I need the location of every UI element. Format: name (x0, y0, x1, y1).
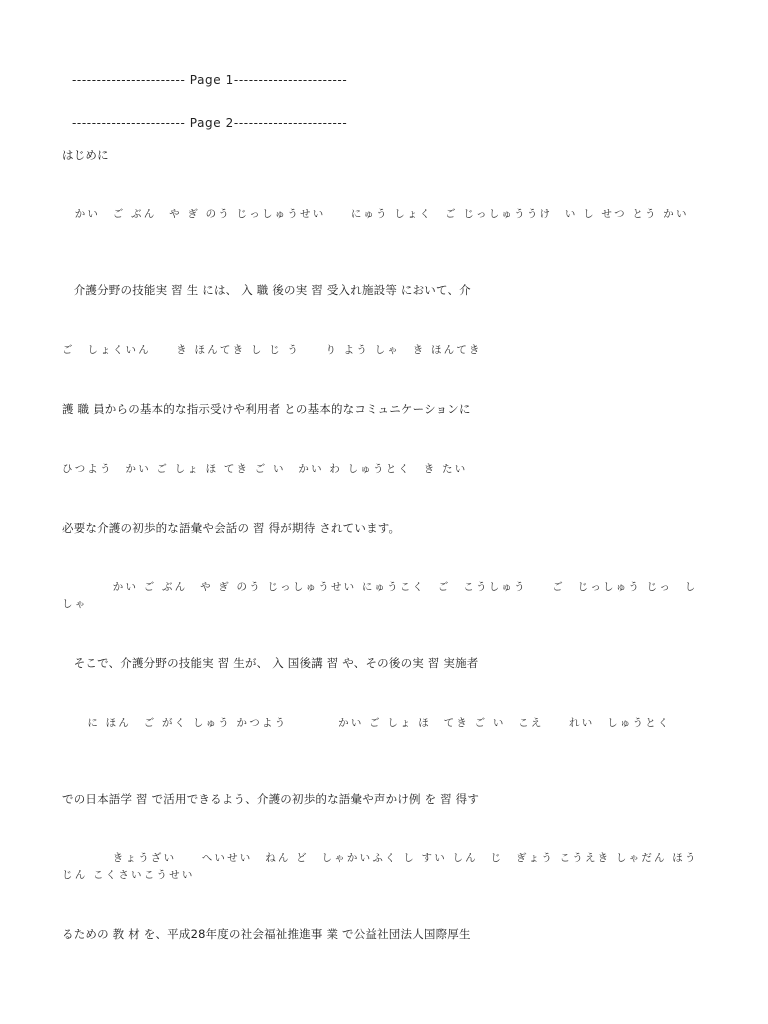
text-line: そこで、介護分野の技能実 習 生が、 入 国後講 習 や、その後の実 習 実施者 (62, 656, 479, 670)
ruby-line: かい ご ぶん や ぎ のう じっしゅうせい にゅう しょく ご じっしゅううけ い し せつ とう かい (62, 208, 689, 220)
text-line: 護 職 員からの基本的な指示受けや利用者 との基本的なコミュニケーションに (62, 402, 471, 416)
ruby-line: きょうざい へいせい ねん ど しゃかいふく し すい しん じ ぎょう こうえき しゃだん ほうじん こくさいこうせい (62, 852, 698, 881)
text-line: るための 教 材 を、平成28年度の社会福祉推進事 業 で公益社団法人国際厚生 (62, 927, 471, 941)
page-separator-1: ----------------------- Page 1----------------------- (72, 73, 348, 87)
text-line: 介護分野の技能実 習 生 には、 入 職 後の実 習 受入れ施設等 において、介 (62, 283, 471, 297)
text-line: 必要な介護の初歩的な語彙や会話の 習 得が期待 されています。 (62, 521, 401, 535)
ruby-line: ひつよう かい ご しょ ほ てき ご い かい わ しゅうとく き たい (62, 463, 468, 475)
ruby-line: ご しょくいん き ほんてき し じ う り よう しゃ き ほんてき (62, 344, 482, 356)
ruby-line: に ほん ご がく しゅう かつよう かい ご しょ ほ てき ご い こえ れい しゅうとく (62, 717, 671, 729)
text-line: での日本語学 習 で活用できるよう、介護の初歩的な語彙や声かけ例 を 習 得す (62, 792, 480, 806)
page-separator-2: ----------------------- Page 2----------------------- (72, 116, 348, 130)
section-heading: はじめに (62, 148, 109, 162)
ruby-line: かい ご ぶん や ぎ のう じっしゅうせい にゅうこく ご こうしゅう ご じっしゅう じっ し しゃ (62, 581, 711, 610)
